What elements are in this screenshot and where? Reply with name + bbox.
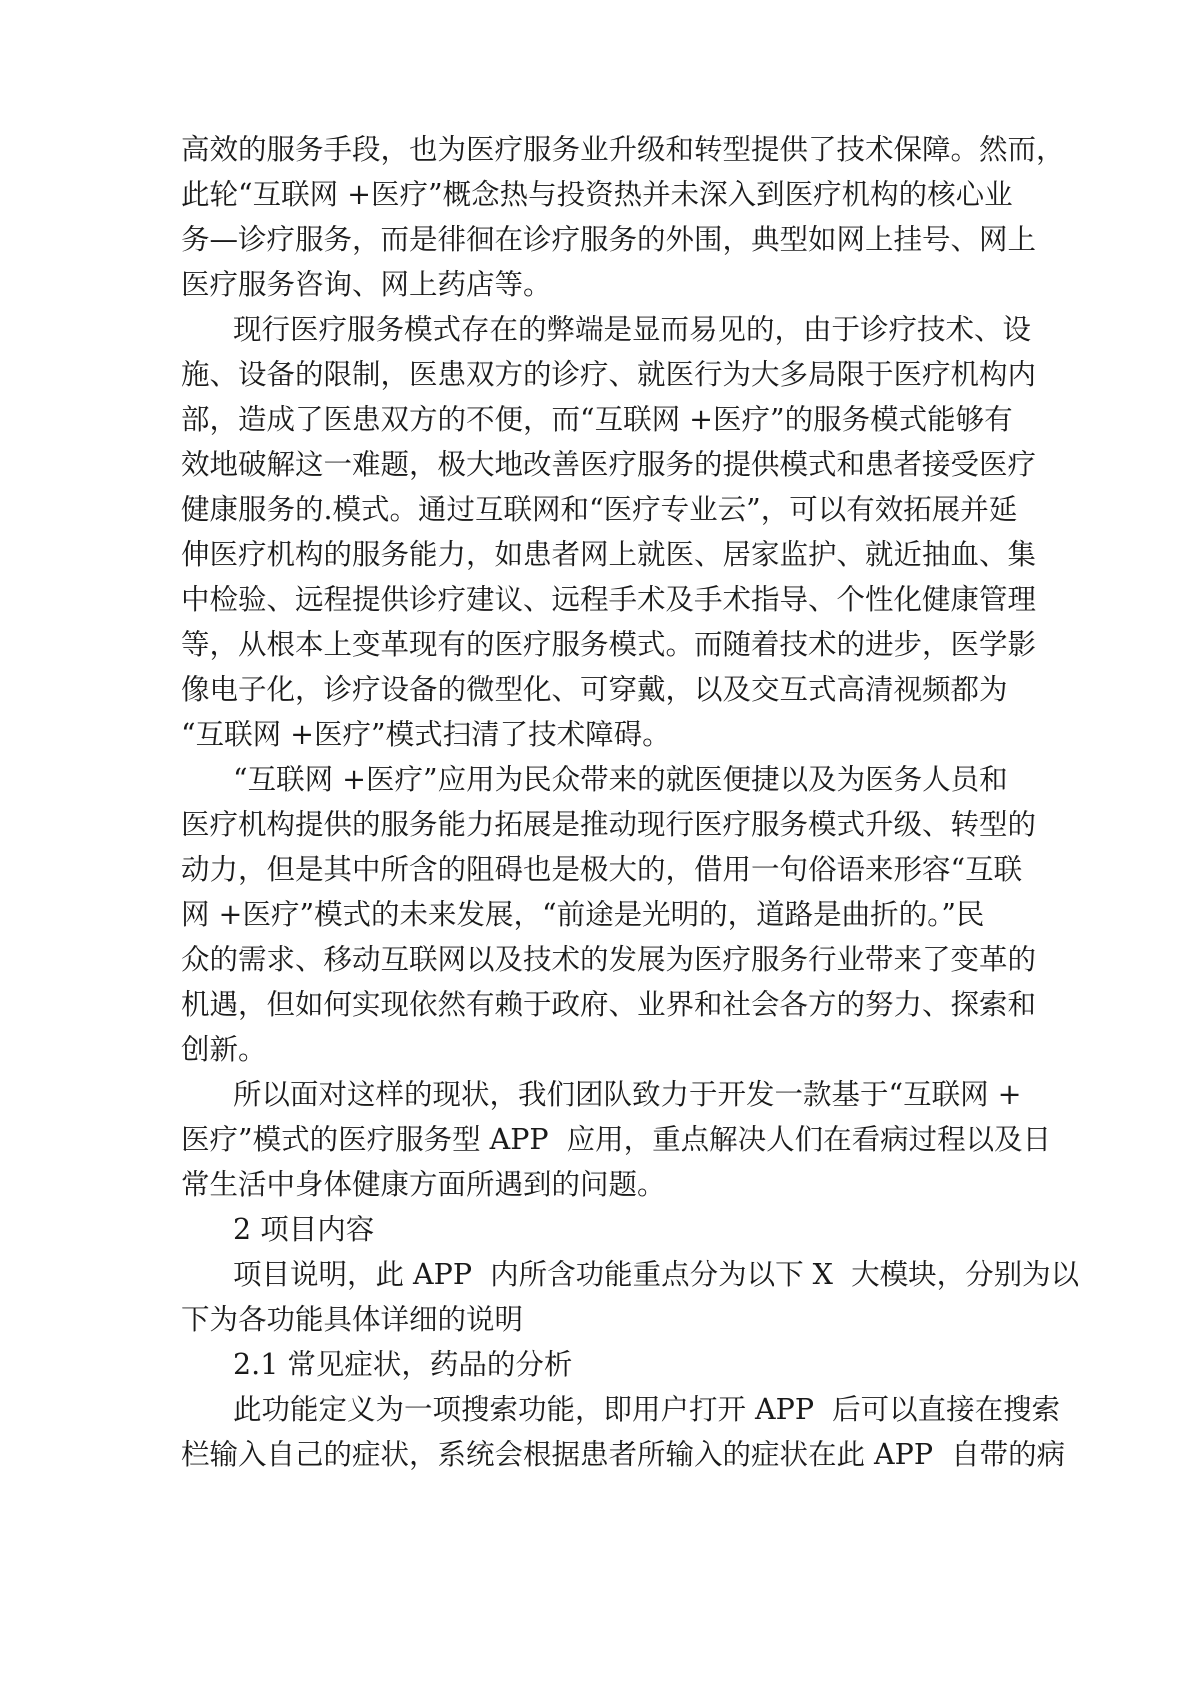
text-line: “互联网 +医疗”应用为民众带来的就医便捷以及为医务人员和 — [233, 763, 1008, 796]
text-line: 此轮“互联网 +医疗”概念热与投资热并未深入到医疗机构的核心业 — [181, 178, 1013, 211]
text-line: 此功能定义为一项搜索功能，即用户打开 APP 后可以直接在搜索 — [233, 1393, 1061, 1426]
text-line: 医疗”模式的医疗服务型 APP 应用，重点解决人们在看病过程以及日 — [181, 1123, 1052, 1156]
text-line: 伸医疗机构的服务能力，如患者网上就医、居家监护、就近抽血、集 — [181, 538, 1037, 571]
text-line: 现行医疗服务模式存在的弊端是显而易见的，由于诊疗技术、设 — [233, 313, 1032, 346]
text-line: 常生活中身体健康方面所遇到的问题。 — [181, 1168, 666, 1201]
text-line: 创新。 — [181, 1033, 267, 1066]
text-line: 高效的服务手段，也为医疗服务业升级和转型提供了技术保障。然而， — [181, 133, 1065, 166]
text-line: 栏输入自己的症状，系统会根据患者所输入的症状在此 APP 自带的病 — [181, 1438, 1066, 1471]
text-line: “互联网 +医疗”模式扫清了技术障碍。 — [181, 718, 671, 751]
subsection-heading: 2.1 常见症状，药品的分析 — [233, 1348, 573, 1381]
section-heading: 2 项目内容 — [233, 1213, 375, 1246]
text-line: 项目说明，此 APP 内所含功能重点分为以下 X 大模块，分别为以 — [233, 1258, 1080, 1291]
text-line: 施、设备的限制，医患双方的诊疗、就医行为大多局限于医疗机构内 — [181, 358, 1037, 391]
text-line: 机遇，但如何实现依然有赖于政府、业界和社会各方的努力、探索和 — [181, 988, 1037, 1021]
text-line: 医疗服务咨询、网上药店等。 — [181, 268, 552, 301]
text-line: 像电子化，诊疗设备的微型化、可穿戴，以及交互式高清视频都为 — [181, 673, 1008, 706]
text-line: 健康服务的.模式。通过互联网和“医疗专业云”，可以有效拓展并延 — [181, 493, 1018, 526]
text-line: 所以面对这样的现状，我们团队致力于开发一款基于“互联网 + — [233, 1078, 1022, 1111]
text-line: 等，从根本上变革现有的医疗服务模式。而随着技术的进步，医学影 — [181, 628, 1037, 661]
text-line: 部，造成了医患双方的不便，而“互联网 +医疗”的服务模式能够有 — [181, 403, 1013, 436]
text-line: 下为各功能具体详细的说明 — [181, 1303, 524, 1336]
text-line: 务—诊疗服务，而是徘徊在诊疗服务的外围，典型如网上挂号、网上 — [181, 223, 1037, 256]
text-line: 动力，但是其中所含的阻碍也是极大的，借用一句俗语来形容“互联 — [181, 853, 1023, 886]
text-line: 中检验、远程提供诊疗建议、远程手术及手术指导、个性化健康管理 — [181, 583, 1037, 616]
text-line: 网 +医疗”模式的未来发展，“前途是光明的，道路是曲折的。”民 — [181, 898, 985, 931]
text-line: 医疗机构提供的服务能力拓展是推动现行医疗服务模式升级、转型的 — [181, 808, 1037, 841]
text-line: 众的需求、移动互联网以及技术的发展为医疗服务行业带来了变革的 — [181, 943, 1037, 976]
text-line: 效地破解这一难题，极大地改善医疗服务的提供模式和患者接受医疗 — [181, 448, 1037, 481]
